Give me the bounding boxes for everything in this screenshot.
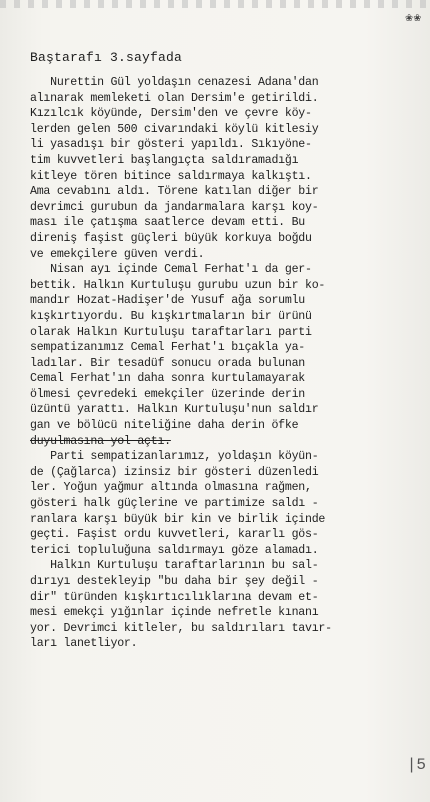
text-line: Nurettin Gül yoldaşın cenazesi Adana'dan [30,76,319,89]
text-line: Ama cevabını aldı. Törene katılan diğer bir [30,185,319,199]
text-line: tim kuvvetleri başlangıçta saldıramadığı [30,153,299,167]
text-line: mesi emekçi yığınlar içinde nefretle kınanı [30,606,319,620]
text-line: kitleye tören bitince saldırmaya kalkıştı. [30,169,312,183]
text-line: dırıyı destekleyip "bu daha bir şey değil - [30,575,319,588]
text-line: ve emekçilere güven verdi. [30,247,205,261]
text-line: Nisan ayı içinde Cemal Ferhat'ı da ger- [30,263,312,277]
text-line: terici topluluğuna saldırmayı göze alamadı. [30,543,319,557]
article-body [30,50,408,652]
paragraph [30,449,408,558]
text-line: ranlara karşı büyük bir kin ve birlik içinde [30,512,326,526]
corner-ornament: ❀❀ [405,11,422,25]
paragraph [30,262,408,434]
continued-label: Baştarafı 3.sayfada [30,50,183,65]
text-line: li yasadışı bir gösteri yapıldı. Sıkıyöne- [30,138,312,152]
text-line: ları lanetliyor. [30,637,138,651]
text-line: de (Çağlarca) izinsiz bir gösteri düzenledi [30,465,319,479]
text-line: sempatizanımız Cemal Ferhat'ı bıçakla ya- [30,341,306,355]
text-line: ması ile çatışma saatlerce devam etti. Bu [30,216,306,230]
text-line: lerden gelen 500 civarındaki köylü kitlesiy [30,122,319,136]
article-paragraphs [30,75,408,652]
text-line: ler. Yoğun yağmur altında olmasına rağmen, [30,481,312,495]
text-line: geçti. Faşist ordu kuvvetleri, kararlı gös- [30,528,319,542]
text-line: yor. Devrimci kitleler, bu saldırıları tavır- [30,621,332,635]
text-line: Halkın Kurtuluşu taraftarlarının bu sal- [30,559,319,573]
text-line: mandır Hozat-Hadişer'de Yusuf ağa sorumlu [30,294,306,308]
text-line: Kızılcık köyünde, Dersim'den ve çevre köy- [30,107,312,121]
edge-mark: |5 [406,756,426,774]
text-line: Parti sempatizanlarımız, yoldaşın köyün- [30,450,319,464]
text-line: kışkırtıyordu. Bu kışkırtmaların bir ürünü [30,309,312,323]
text-line: devrimci gurubun da jandarmalara karşı koy- [30,200,319,214]
text-line: dir" türünden kışkırtıcılıklarına devam et- [30,590,319,604]
text-line: gan ve bölücü niteliğine daha derin öfke [30,419,299,433]
paragraph [30,75,408,262]
text-line: bettik. Halkın Kurtuluşu gurubu uzun bir ko- [30,278,326,292]
text-line: olarak Halkın Kurtuluşu taraftarları parti [30,325,312,339]
text-line: üzüntü yarattı. Halkın Kurtuluşu'nun saldır [30,403,319,417]
text-line: Cemal Ferhat'ın daha sonra kurtulamayarak [30,372,306,386]
text-line: direniş faşist güçleri büyük korkuya boğdu [30,231,312,245]
text-line: gösteri halk güçlerine ve partimize saldı - [30,497,319,511]
text-line: duyulmasına yol açtı. [30,434,171,448]
text-line: alınarak memleketi olan Dersim'e getirildi. [30,91,319,105]
paragraph [30,558,408,652]
paragraph [30,434,408,450]
text-line: ladılar. Bir tesadüf sonucu orada bulunan [30,356,306,370]
scan-top-edge [0,0,430,8]
text-line: ölmesi çevredeki emekçiler üzerinde derin [30,387,306,401]
